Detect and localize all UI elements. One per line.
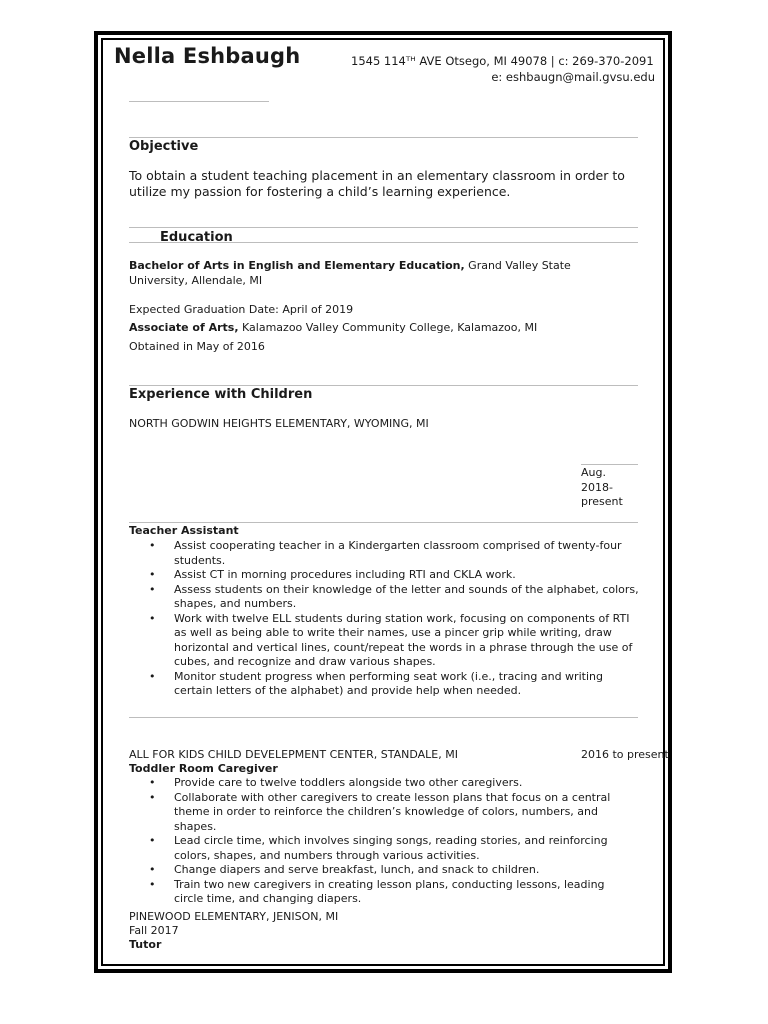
job-3-title: Tutor	[129, 938, 162, 951]
job-1-title: Teacher Assistant	[129, 524, 239, 537]
job-2-employer: ALL FOR KIDS CHILD DEVELEPMENT CENTER, STANDALE, MI	[129, 748, 458, 761]
header-short-divider	[129, 101, 269, 102]
degree-2-title: Associate of Arts,	[129, 321, 239, 334]
job-2-bullets	[129, 776, 625, 907]
education-heading: Education	[160, 230, 233, 245]
job-1-dates-line-2: 2018-	[581, 480, 613, 494]
education-divider	[129, 227, 638, 228]
list-item: • Assist CT in morning procedures including RTI and CKLA work.	[129, 568, 641, 583]
list-item: • Change diapers and serve breakfast, lunch, and snack to children.	[129, 863, 625, 878]
education-degree-1	[129, 259, 629, 288]
contact-address-phone: 1545 114ᵀᴴ AVE Otsego, MI 49078 | c: 269-370-2091	[351, 54, 654, 68]
experience-heading: Experience with Children	[129, 387, 313, 402]
candidate-name: Nella Eshbaugh	[114, 44, 301, 68]
job-2-dates: 2016 to present	[581, 748, 669, 761]
job-3-dates: Fall 2017	[129, 924, 179, 937]
objective-text: To obtain a student teaching placement in an elementary classroom in order to utilize my passion for fostering a child’s learning experience.	[129, 168, 625, 199]
degree-1-title: Bachelor of Arts in English and Elementary Education,	[129, 259, 465, 272]
graduation-date: Expected Graduation Date: April of 2019	[129, 303, 354, 316]
job-1-dates	[581, 466, 623, 510]
job-1-employer: NORTH GODWIN HEIGHTS ELEMENTARY, WYOMING, MI	[129, 417, 429, 430]
job-1-divider	[129, 522, 638, 523]
list-item: • Lead circle time, which involves singing songs, reading stories, and reinforcing colors, shapes, and numbers through various activities.	[129, 834, 625, 863]
job-1-bullets	[129, 539, 641, 699]
job-2-title: Toddler Room Caregiver	[129, 762, 278, 775]
degree-1-location: University, Allendale, MI	[129, 273, 263, 287]
objective-divider	[129, 137, 638, 138]
objective-heading: Objective	[129, 139, 199, 154]
contact-email: e: eshbaugn@mail.gvsu.edu	[491, 70, 655, 84]
list-item: • Work with twelve ELL students during station work, focusing on components of RTI as well as being able to write their names, use a pincer grip while writing, draw horizontal and vertical lines, count/repeat the words in a phrase through the use of cubes, and recognize and draw various shapes.	[129, 612, 641, 670]
list-item: • Collaborate with other caregivers to create lesson plans that focus on a central theme in order to reinforce the children’s knowledge of colors, numbers, and shapes.	[129, 791, 625, 835]
job-1-dates-line-3: present	[581, 495, 623, 508]
job-1-date-divider	[581, 464, 638, 465]
job-1-dates-line-1: Aug.	[581, 466, 606, 479]
list-item: • Assist cooperating teacher in a Kindergarten classroom comprised of twenty-four students.	[129, 539, 641, 568]
job-3-employer: PINEWOOD ELEMENTARY, JENISON, MI	[129, 910, 339, 923]
list-item: • Provide care to twelve toddlers alongside two other caregivers.	[129, 776, 625, 791]
job-2-divider	[129, 717, 638, 718]
education-degree-2	[129, 321, 629, 336]
degree-2-obtained: Obtained in May of 2016	[129, 340, 265, 353]
experience-divider	[129, 385, 638, 386]
list-item: • Train two new caregivers in creating lesson plans, conducting lessons, leading circle time, and changing diapers.	[129, 878, 625, 907]
degree-1-school: Grand Valley State	[464, 259, 571, 272]
degree-2-school: Kalamazoo Valley Community College, Kalamazoo, MI	[238, 321, 538, 334]
list-item: • Monitor student progress when performing seat work (i.e., tracing and writing certain letters of the alphabet) and provide help when needed.	[129, 670, 641, 699]
list-item: • Assess students on their knowledge of the letter and sounds of the alphabet, colors, shapes, and numbers.	[129, 583, 641, 612]
